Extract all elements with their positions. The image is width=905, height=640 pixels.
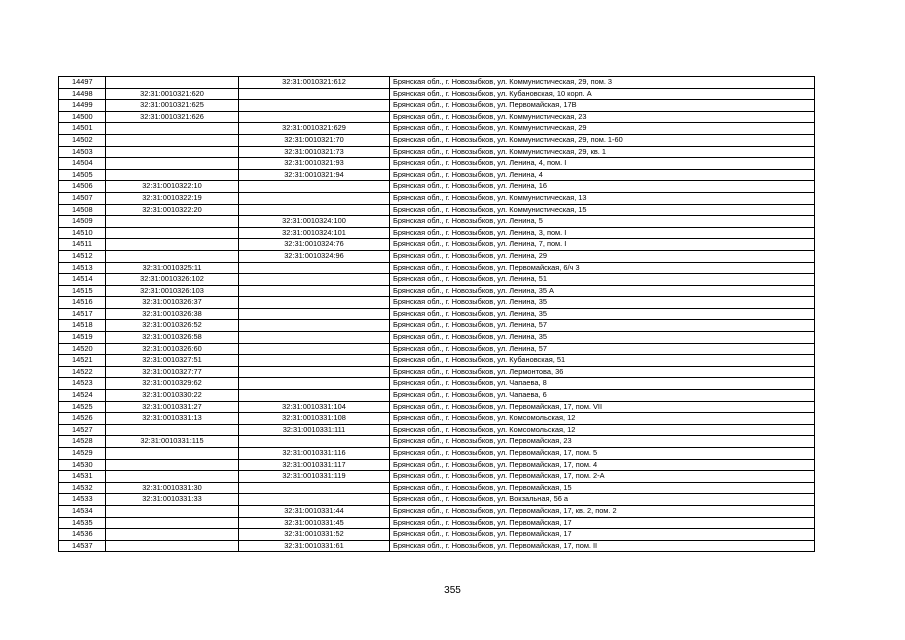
land-cadastral-number-cell xyxy=(106,529,239,541)
address-cell: Брянская обл., г. Новозыбков, ул. Чапаева, 8 xyxy=(390,378,815,390)
land-cadastral-number-cell xyxy=(106,77,239,89)
table-row xyxy=(59,262,815,274)
land-cadastral-number-cell xyxy=(106,216,239,228)
table-row xyxy=(59,505,815,517)
address-cell: Брянская обл., г. Новозыбков, ул. Первомайская, 17, кв. 2, пом. 2 xyxy=(390,505,815,517)
building-cadastral-number-cell: 32:31:0010321:70 xyxy=(239,134,390,146)
address-cell: Брянская обл., г. Новозыбков, ул. Первомайская, 17В xyxy=(390,100,815,112)
building-cadastral-number-cell xyxy=(239,343,390,355)
address-cell: Брянская обл., г. Новозыбков, ул. Комсомольская, 12 xyxy=(390,413,815,425)
address-cell: Брянская обл., г. Новозыбков, ул. Первомайская, 17, пом. 4 xyxy=(390,459,815,471)
building-cadastral-number-cell: 32:31:0010331:44 xyxy=(239,505,390,517)
row-number-cell: 14509 xyxy=(59,216,106,228)
address-cell: Брянская обл., г. Новозыбков, ул. Первомайская, 23 xyxy=(390,436,815,448)
land-cadastral-number-cell: 32:31:0010326:38 xyxy=(106,308,239,320)
land-cadastral-number-cell xyxy=(106,505,239,517)
row-number-cell: 14531 xyxy=(59,471,106,483)
row-number-cell: 14517 xyxy=(59,308,106,320)
table-row xyxy=(59,134,815,146)
land-cadastral-number-cell: 32:31:0010322:19 xyxy=(106,192,239,204)
table-row xyxy=(59,297,815,309)
address-cell: Брянская обл., г. Новозыбков, ул. Ленина, 57 xyxy=(390,320,815,332)
building-cadastral-number-cell xyxy=(239,111,390,123)
land-cadastral-number-cell xyxy=(106,459,239,471)
building-cadastral-number-cell: 32:31:0010331:117 xyxy=(239,459,390,471)
registry-table-body xyxy=(59,77,815,552)
land-cadastral-number-cell: 32:31:0010326:102 xyxy=(106,274,239,286)
address-cell: Брянская обл., г. Новозыбков, ул. Ленина, 35 xyxy=(390,332,815,344)
address-cell: Брянская обл., г. Новозыбков, ул. Ленина, 16 xyxy=(390,181,815,193)
table-row xyxy=(59,494,815,506)
land-cadastral-number-cell: 32:31:0010321:620 xyxy=(106,88,239,100)
table-row xyxy=(59,390,815,402)
row-number-cell: 14501 xyxy=(59,123,106,135)
land-cadastral-number-cell: 32:31:0010326:60 xyxy=(106,343,239,355)
building-cadastral-number-cell xyxy=(239,274,390,286)
row-number-cell: 14530 xyxy=(59,459,106,471)
building-cadastral-number-cell xyxy=(239,308,390,320)
address-cell: Брянская обл., г. Новозыбков, ул. Первомайская, 17, пом. II xyxy=(390,540,815,552)
building-cadastral-number-cell xyxy=(239,204,390,216)
table-row xyxy=(59,100,815,112)
row-number-cell: 14536 xyxy=(59,529,106,541)
land-cadastral-number-cell: 32:31:0010331:115 xyxy=(106,436,239,448)
building-cadastral-number-cell: 32:31:0010321:73 xyxy=(239,146,390,158)
land-cadastral-number-cell: 32:31:0010326:52 xyxy=(106,320,239,332)
table-row xyxy=(59,424,815,436)
row-number-cell: 14503 xyxy=(59,146,106,158)
address-cell: Брянская обл., г. Новозыбков, ул. Ленина, 7, пом. I xyxy=(390,239,815,251)
land-cadastral-number-cell xyxy=(106,227,239,239)
row-number-cell: 14516 xyxy=(59,297,106,309)
land-cadastral-number-cell: 32:31:0010326:58 xyxy=(106,332,239,344)
table-row xyxy=(59,250,815,262)
row-number-cell: 14532 xyxy=(59,482,106,494)
table-row xyxy=(59,274,815,286)
address-cell: Брянская обл., г. Новозыбков, ул. Коммунистическая, 29, кв. 1 xyxy=(390,146,815,158)
land-cadastral-number-cell xyxy=(106,448,239,460)
land-cadastral-number-cell: 32:31:0010322:20 xyxy=(106,204,239,216)
table-row xyxy=(59,436,815,448)
land-cadastral-number-cell xyxy=(106,134,239,146)
land-cadastral-number-cell xyxy=(106,250,239,262)
address-cell: Брянская обл., г. Новозыбков, ул. Первомайская, 17, пом. 5 xyxy=(390,448,815,460)
land-cadastral-number-cell: 32:31:0010326:103 xyxy=(106,285,239,297)
building-cadastral-number-cell xyxy=(239,378,390,390)
land-cadastral-number-cell: 32:31:0010327:77 xyxy=(106,366,239,378)
address-cell: Брянская обл., г. Новозыбков, ул. Комсомольская, 12 xyxy=(390,424,815,436)
row-number-cell: 14521 xyxy=(59,355,106,367)
land-cadastral-number-cell xyxy=(106,123,239,135)
land-cadastral-number-cell: 32:31:0010321:625 xyxy=(106,100,239,112)
table-row xyxy=(59,181,815,193)
address-cell: Брянская обл., г. Новозыбков, ул. Ленина, 35 xyxy=(390,308,815,320)
address-cell: Брянская обл., г. Новозыбков, ул. Первомайская, 17, пом. VII xyxy=(390,401,815,413)
table-row xyxy=(59,88,815,100)
building-cadastral-number-cell: 32:31:0010331:119 xyxy=(239,471,390,483)
row-number-cell: 14524 xyxy=(59,390,106,402)
land-cadastral-number-cell: 32:31:0010329:62 xyxy=(106,378,239,390)
land-cadastral-number-cell: 32:31:0010322:10 xyxy=(106,181,239,193)
table-row xyxy=(59,332,815,344)
building-cadastral-number-cell xyxy=(239,390,390,402)
address-cell: Брянская обл., г. Новозыбков, ул. Вокзальная, 56 а xyxy=(390,494,815,506)
table-row xyxy=(59,204,815,216)
row-number-cell: 14505 xyxy=(59,169,106,181)
land-cadastral-number-cell: 32:31:0010325:11 xyxy=(106,262,239,274)
building-cadastral-number-cell: 32:31:0010324:96 xyxy=(239,250,390,262)
table-row xyxy=(59,192,815,204)
table-row xyxy=(59,448,815,460)
address-cell: Брянская обл., г. Новозыбков, ул. Ленина, 5 xyxy=(390,216,815,228)
row-number-cell: 14500 xyxy=(59,111,106,123)
table-row xyxy=(59,216,815,228)
row-number-cell: 14520 xyxy=(59,343,106,355)
building-cadastral-number-cell: 32:31:0010331:111 xyxy=(239,424,390,436)
table-row xyxy=(59,158,815,170)
row-number-cell: 14523 xyxy=(59,378,106,390)
table-row xyxy=(59,239,815,251)
building-cadastral-number-cell xyxy=(239,192,390,204)
address-cell: Брянская обл., г. Новозыбков, ул. Ленина, 4, пом. I xyxy=(390,158,815,170)
building-cadastral-number-cell xyxy=(239,320,390,332)
building-cadastral-number-cell xyxy=(239,181,390,193)
building-cadastral-number-cell xyxy=(239,100,390,112)
land-cadastral-number-cell xyxy=(106,424,239,436)
building-cadastral-number-cell: 32:31:0010324:76 xyxy=(239,239,390,251)
row-number-cell: 14497 xyxy=(59,77,106,89)
row-number-cell: 14522 xyxy=(59,366,106,378)
address-cell: Брянская обл., г. Новозыбков, ул. Коммунистическая, 29, пом. 1-60 xyxy=(390,134,815,146)
address-cell: Брянская обл., г. Новозыбков, ул. Первомайская, 6/ч 3 xyxy=(390,262,815,274)
table-row xyxy=(59,355,815,367)
address-cell: Брянская обл., г. Новозыбков, ул. Ленина, 51 xyxy=(390,274,815,286)
row-number-cell: 14506 xyxy=(59,181,106,193)
building-cadastral-number-cell: 32:31:0010321:612 xyxy=(239,77,390,89)
table-row xyxy=(59,77,815,89)
row-number-cell: 14499 xyxy=(59,100,106,112)
row-number-cell: 14498 xyxy=(59,88,106,100)
row-number-cell: 14533 xyxy=(59,494,106,506)
building-cadastral-number-cell: 32:31:0010324:101 xyxy=(239,227,390,239)
building-cadastral-number-cell: 32:31:0010331:116 xyxy=(239,448,390,460)
table-row xyxy=(59,459,815,471)
row-number-cell: 14525 xyxy=(59,401,106,413)
address-cell: Брянская обл., г. Новозыбков, ул. Коммунистическая, 15 xyxy=(390,204,815,216)
row-number-cell: 14514 xyxy=(59,274,106,286)
row-number-cell: 14511 xyxy=(59,239,106,251)
land-cadastral-number-cell xyxy=(106,158,239,170)
building-cadastral-number-cell: 32:31:0010331:52 xyxy=(239,529,390,541)
land-cadastral-number-cell: 32:31:0010331:27 xyxy=(106,401,239,413)
land-cadastral-number-cell: 32:31:0010330:22 xyxy=(106,390,239,402)
row-number-cell: 14519 xyxy=(59,332,106,344)
address-cell: Брянская обл., г. Новозыбков, ул. Кубановская, 51 xyxy=(390,355,815,367)
building-cadastral-number-cell: 32:31:0010324:100 xyxy=(239,216,390,228)
row-number-cell: 14502 xyxy=(59,134,106,146)
building-cadastral-number-cell: 32:31:0010321:94 xyxy=(239,169,390,181)
building-cadastral-number-cell xyxy=(239,482,390,494)
building-cadastral-number-cell: 32:31:0010331:108 xyxy=(239,413,390,425)
building-cadastral-number-cell xyxy=(239,285,390,297)
building-cadastral-number-cell: 32:31:0010331:104 xyxy=(239,401,390,413)
table-row xyxy=(59,285,815,297)
address-cell: Брянская обл., г. Новозыбков, ул. Лермонтова, 36 xyxy=(390,366,815,378)
page-number: 355 xyxy=(444,585,461,596)
land-cadastral-number-cell xyxy=(106,540,239,552)
land-cadastral-number-cell: 32:31:0010326:37 xyxy=(106,297,239,309)
building-cadastral-number-cell xyxy=(239,436,390,448)
building-cadastral-number-cell xyxy=(239,297,390,309)
land-cadastral-number-cell xyxy=(106,146,239,158)
building-cadastral-number-cell: 32:31:0010321:93 xyxy=(239,158,390,170)
table-row xyxy=(59,482,815,494)
building-cadastral-number-cell: 32:31:0010331:45 xyxy=(239,517,390,529)
address-cell: Брянская обл., г. Новозыбков, ул. Кубановская, 10 корп. А xyxy=(390,88,815,100)
building-cadastral-number-cell xyxy=(239,494,390,506)
table-row xyxy=(59,471,815,483)
table-row xyxy=(59,123,815,135)
table-row xyxy=(59,401,815,413)
table-row xyxy=(59,111,815,123)
row-number-cell: 14515 xyxy=(59,285,106,297)
land-cadastral-number-cell xyxy=(106,239,239,251)
table-row xyxy=(59,540,815,552)
address-cell: Брянская обл., г. Новозыбков, ул. Первомайская, 17, пом. 2-А xyxy=(390,471,815,483)
row-number-cell: 14528 xyxy=(59,436,106,448)
address-cell: Брянская обл., г. Новозыбков, ул. Ленина, 29 xyxy=(390,250,815,262)
row-number-cell: 14529 xyxy=(59,448,106,460)
address-cell: Брянская обл., г. Новозыбков, ул. Первомайская, 17 xyxy=(390,529,815,541)
land-cadastral-number-cell: 32:31:0010321:626 xyxy=(106,111,239,123)
building-cadastral-number-cell xyxy=(239,332,390,344)
row-number-cell: 14504 xyxy=(59,158,106,170)
row-number-cell: 14537 xyxy=(59,540,106,552)
row-number-cell: 14534 xyxy=(59,505,106,517)
table-row xyxy=(59,529,815,541)
address-cell: Брянская обл., г. Новозыбков, ул. Коммунистическая, 23 xyxy=(390,111,815,123)
table-row xyxy=(59,517,815,529)
address-cell: Брянская обл., г. Новозыбков, ул. Ленина, 35 А xyxy=(390,285,815,297)
table-row xyxy=(59,169,815,181)
address-cell: Брянская обл., г. Новозыбков, ул. Ленина, 3, пом. I xyxy=(390,227,815,239)
address-cell: Брянская обл., г. Новозыбков, ул. Первомайская, 15 xyxy=(390,482,815,494)
property-registry-table xyxy=(58,76,815,552)
building-cadastral-number-cell xyxy=(239,355,390,367)
land-cadastral-number-cell: 32:31:0010331:13 xyxy=(106,413,239,425)
row-number-cell: 14510 xyxy=(59,227,106,239)
building-cadastral-number-cell xyxy=(239,262,390,274)
address-cell: Брянская обл., г. Новозыбков, ул. Ленина, 57 xyxy=(390,343,815,355)
building-cadastral-number-cell xyxy=(239,366,390,378)
table-row xyxy=(59,308,815,320)
table-row xyxy=(59,378,815,390)
row-number-cell: 14513 xyxy=(59,262,106,274)
table-row xyxy=(59,413,815,425)
address-cell: Брянская обл., г. Новозыбков, ул. Коммунистическая, 13 xyxy=(390,192,815,204)
row-number-cell: 14526 xyxy=(59,413,106,425)
table-row xyxy=(59,227,815,239)
row-number-cell: 14512 xyxy=(59,250,106,262)
row-number-cell: 14527 xyxy=(59,424,106,436)
row-number-cell: 14518 xyxy=(59,320,106,332)
row-number-cell: 14508 xyxy=(59,204,106,216)
building-cadastral-number-cell: 32:31:0010331:61 xyxy=(239,540,390,552)
address-cell: Брянская обл., г. Новозыбков, ул. Первомайская, 17 xyxy=(390,517,815,529)
table-row xyxy=(59,366,815,378)
address-cell: Брянская обл., г. Новозыбков, ул. Ленина, 4 xyxy=(390,169,815,181)
building-cadastral-number-cell: 32:31:0010321:629 xyxy=(239,123,390,135)
address-cell: Брянская обл., г. Новозыбков, ул. Коммунистическая, 29, пом. 3 xyxy=(390,77,815,89)
table-row xyxy=(59,146,815,158)
row-number-cell: 14507 xyxy=(59,192,106,204)
land-cadastral-number-cell: 32:31:0010331:33 xyxy=(106,494,239,506)
land-cadastral-number-cell: 32:31:0010331:30 xyxy=(106,482,239,494)
building-cadastral-number-cell xyxy=(239,88,390,100)
address-cell: Брянская обл., г. Новозыбков, ул. Чапаева, 6 xyxy=(390,390,815,402)
row-number-cell: 14535 xyxy=(59,517,106,529)
table-row xyxy=(59,320,815,332)
table-row xyxy=(59,343,815,355)
address-cell: Брянская обл., г. Новозыбков, ул. Коммунистическая, 29 xyxy=(390,123,815,135)
land-cadastral-number-cell: 32:31:0010327:51 xyxy=(106,355,239,367)
land-cadastral-number-cell xyxy=(106,169,239,181)
address-cell: Брянская обл., г. Новозыбков, ул. Ленина, 35 xyxy=(390,297,815,309)
land-cadastral-number-cell xyxy=(106,471,239,483)
land-cadastral-number-cell xyxy=(106,517,239,529)
